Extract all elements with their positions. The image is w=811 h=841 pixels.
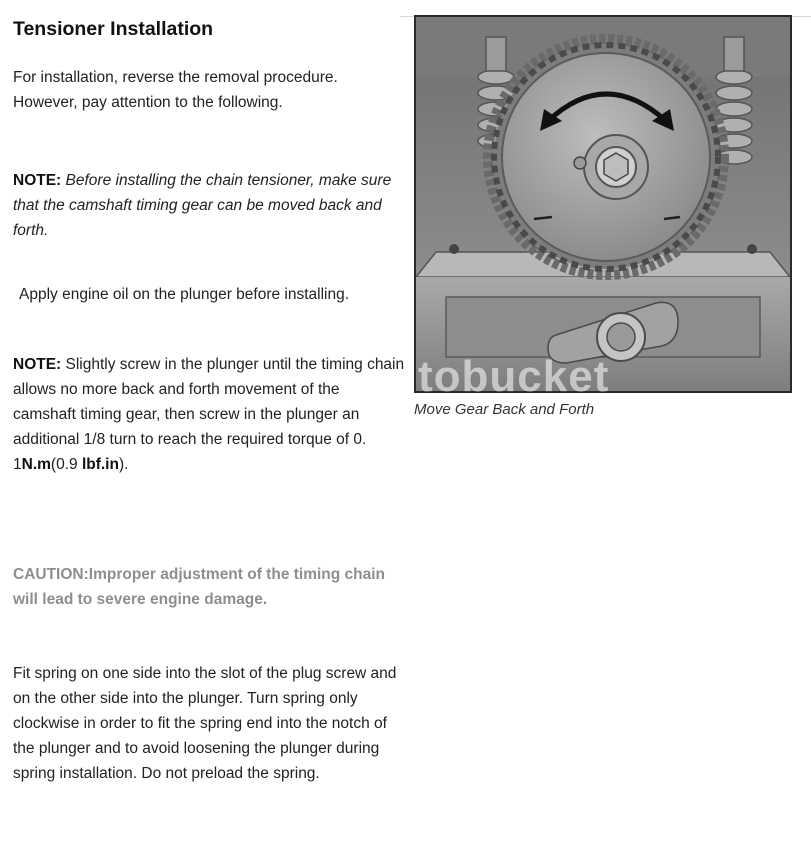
torque-close: ).	[118, 456, 129, 473]
note-paragraph-1	[13, 168, 405, 243]
caution-paragraph	[13, 562, 405, 612]
torque-imperial-open: (0.9	[50, 456, 82, 473]
page-title: Tensioner Installation	[13, 18, 214, 40]
note-paragraph-2	[13, 352, 405, 477]
note-label-2: NOTE:	[13, 356, 62, 373]
note-text-2: Slightly screw in the plunger until the timing chain allows no more back and forth movement of the camshaft timing gear, then screw in the plunger an additional 1/8 turn to reach the required torque of 0. 1	[13, 356, 405, 473]
caution-text: Improper adjustment of the timing chain will lead to severe engine damage.	[13, 566, 386, 608]
watermark-text: tobucket	[418, 352, 610, 401]
oil-step-paragraph: Apply engine oil on the plunger before installing.	[19, 286, 350, 303]
engine-illustration	[416, 17, 790, 391]
camshaft-gear-figure	[414, 15, 792, 393]
torque-unit-nm: N.m	[21, 456, 51, 473]
note-label-1: NOTE:	[13, 172, 62, 189]
spring-step-paragraph: Fit spring on one side into the slot of the plug screw and on the other side into the plunger. Turn spring only clockwise in order to fit the spring end into the notch of the plunger and to avoid loosening the plunger during spring installation. Do not preload the spring.	[13, 665, 397, 782]
caution-label: CAUTION:	[13, 566, 89, 583]
figure-caption: Move Gear Back and Forth	[414, 401, 595, 418]
intro-paragraph: For installation, reverse the removal procedure. However, pay attention to the following.	[13, 69, 338, 111]
torque-unit-lbfin: lbf.in	[81, 456, 119, 473]
note-text-1: Before installing the chain tensioner, make sure that the camshaft timing gear can be moved back and forth.	[13, 172, 392, 239]
